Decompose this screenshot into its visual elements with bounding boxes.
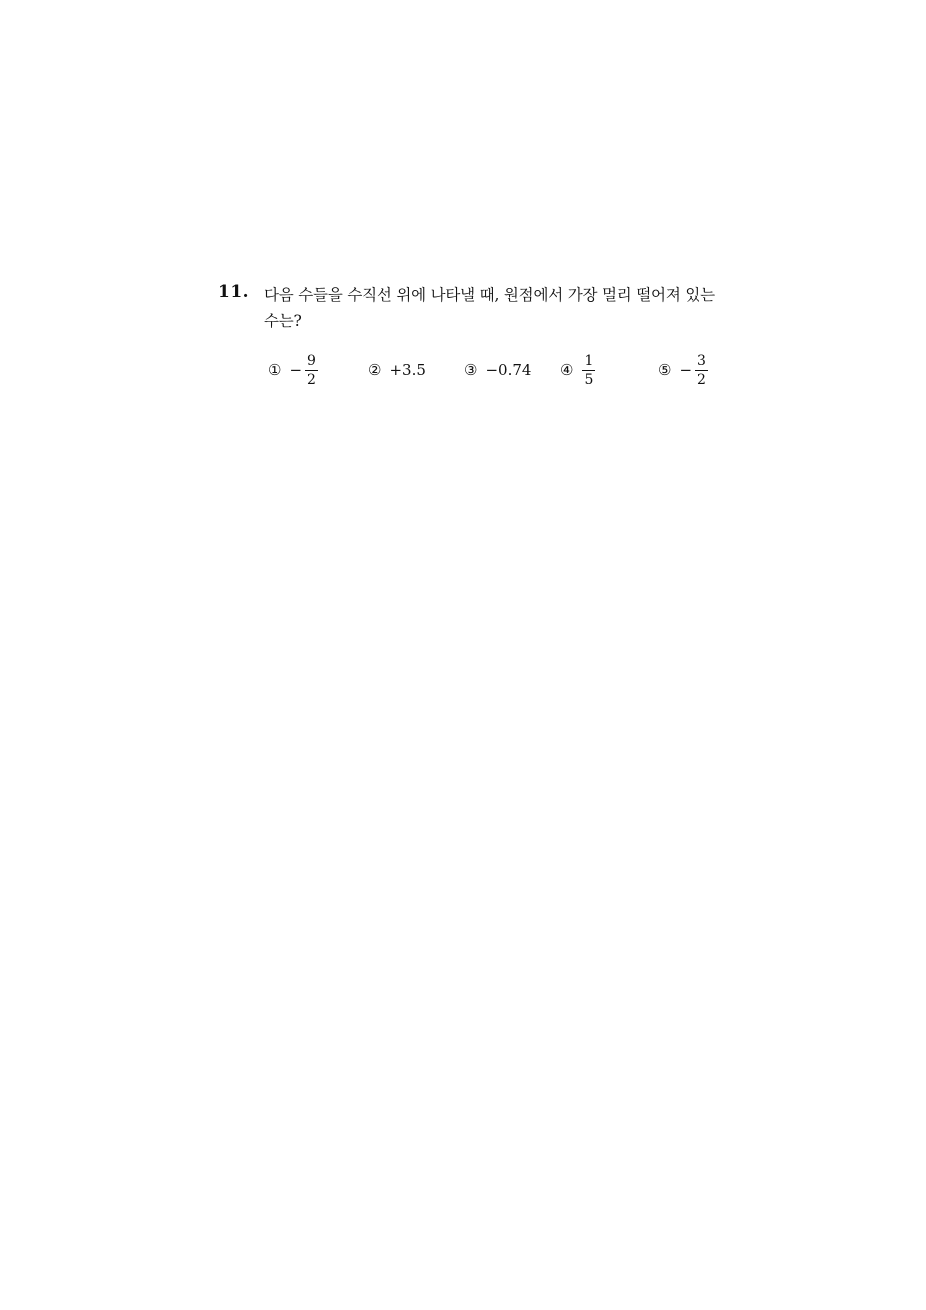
choice-2-mark: ② bbox=[368, 361, 382, 379]
question-number: 11. bbox=[218, 282, 250, 302]
choice-1-value bbox=[289, 354, 318, 387]
choice-1-numerator: 9 bbox=[307, 352, 316, 369]
choice-4-denominator: 5 bbox=[584, 371, 594, 388]
choice-1-fraction bbox=[305, 354, 318, 387]
choice-4-fraction bbox=[582, 354, 595, 387]
choice-3[interactable] bbox=[464, 348, 531, 392]
choice-1-mark: ① bbox=[268, 361, 282, 379]
question-text: 다음 수들을 수직선 위에 나타낼 때, 원점에서 가장 멀리 떨어져 있는 수는? bbox=[264, 286, 715, 330]
choice-4-numerator: 1 bbox=[584, 352, 594, 369]
choice-4-value bbox=[581, 354, 595, 387]
answer-choices bbox=[268, 348, 738, 392]
choice-3-mark: ③ bbox=[464, 361, 478, 379]
choice-2-value: +3.5 bbox=[389, 361, 426, 379]
choice-5-sign: − bbox=[679, 361, 693, 379]
choice-1[interactable] bbox=[268, 348, 318, 392]
choice-5-value bbox=[679, 354, 708, 387]
choice-1-denominator: 2 bbox=[307, 371, 316, 388]
choice-5-mark: ⑤ bbox=[658, 361, 672, 379]
choice-5-numerator: 3 bbox=[697, 352, 706, 369]
choice-2[interactable] bbox=[368, 348, 426, 392]
choice-5-fraction bbox=[695, 354, 708, 387]
choice-3-value: −0.74 bbox=[485, 361, 532, 379]
choice-5[interactable] bbox=[658, 348, 708, 392]
choice-4-mark: ④ bbox=[560, 361, 574, 379]
choice-4[interactable] bbox=[560, 348, 595, 392]
choice-5-denominator: 2 bbox=[697, 371, 706, 388]
choice-1-sign: − bbox=[289, 361, 303, 379]
